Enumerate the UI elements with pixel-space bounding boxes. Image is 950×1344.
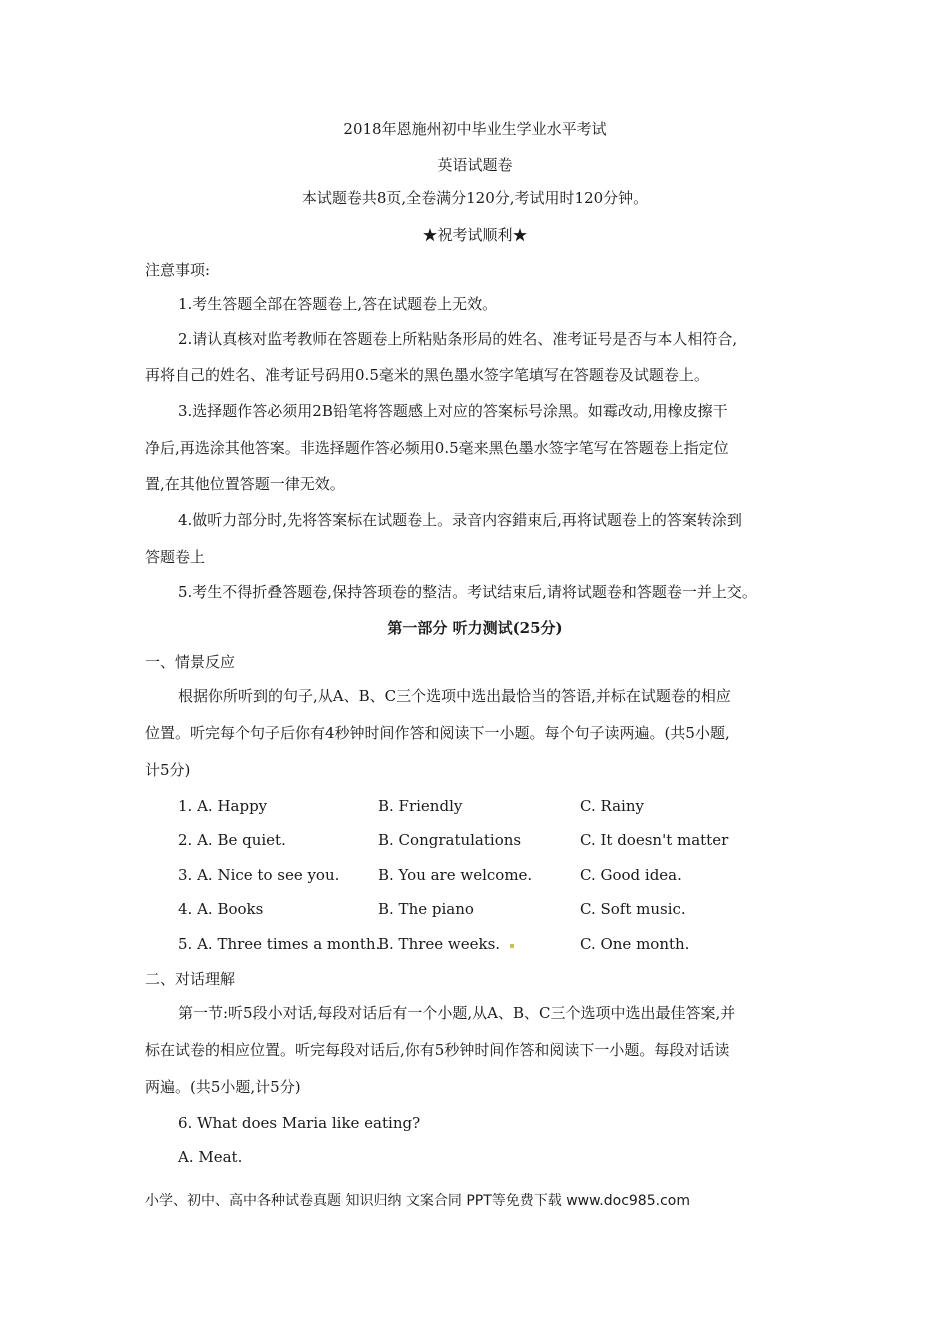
note-line: 2.请认真核对监考教师在答题卷上所粘贴条形局的姓名、准考证号是否与本人相符合, — [178, 330, 738, 348]
section1-desc: 计5分) — [145, 761, 191, 779]
section1-desc: 根据你所听到的句子,从A、B、C三个选项中选出最恰当的答语,并标在试题卷的相应 — [178, 687, 731, 705]
option-c: C. One month. — [580, 935, 690, 953]
option-b: B. Friendly — [378, 797, 463, 815]
note-line: 答题卷上 — [145, 548, 206, 566]
option-c: C. Soft music. — [580, 900, 686, 918]
note-line: 3.选择题作答必须用2B铅笔将答题感上对应的答案标号涂黑。如霉改动,用橡皮擦干 — [178, 402, 728, 420]
note-line: 1.考生答题全部在答题卷上,答在试题卷上无效。 — [178, 295, 498, 313]
option-a: 2. A. Be quiet. — [178, 831, 286, 849]
note-line: 净后,再选涂其他答案。非选择题作答必频用0.5毫来黑色墨水签字笔写在答题卷上指定位 — [145, 439, 729, 457]
exam-wish: ★祝考试顺利★ — [422, 226, 528, 244]
option-b: B. Congratulations — [378, 831, 522, 849]
note-line: 5.考生不得折叠答题卷,保持答顼卷的整洁。考试结束后,请将试题卷和答题卷一并上交。 — [178, 583, 757, 601]
section2-desc: 标在试卷的相应位置。听完每段对话后,你有5秒钟时间作答和阅读下一小题。每段对话读 — [145, 1041, 730, 1059]
exam-subtitle: 英语试题卷 — [437, 156, 513, 174]
note-line: 再将自己的姓名、准考证号码用0.5毫米的黑色墨水签字笔填写在答题卷及试题卷上。 — [145, 366, 709, 384]
option-a: 3. A. Nice to see you. — [178, 866, 340, 884]
option-c: C. Rainy — [580, 797, 644, 815]
option-a: 4. A. Books — [178, 900, 264, 918]
option-c: C. It doesn't matter — [580, 831, 729, 849]
note-line: 置,在其他位置答题一律无效。 — [145, 475, 345, 493]
part1-heading: 第一部分 听力测试(25分) — [387, 619, 563, 637]
option-a: 5. A. Three times a month. — [178, 935, 381, 953]
exam-info: 本试题卷共8页,全卷满分120分,考试用时120分钟。 — [301, 189, 649, 207]
option-b: B. Three weeks. — [378, 935, 501, 953]
speck-mark — [510, 944, 514, 948]
section2-desc: 两遍。(共5小题,计5分) — [145, 1078, 301, 1096]
section1-desc: 位置。听完每个句子后你有4秒钟时间作答和阅读下一小题。每个句子读两遍。(共5小题, — [145, 724, 730, 742]
option-b: B. The piano — [378, 900, 474, 918]
exam-title: 2018年恩施州初中毕业生学业水平考试 — [343, 120, 607, 138]
option-b: B. You are welcome. — [378, 866, 533, 884]
question-6-option-a: A. Meat. — [178, 1148, 243, 1166]
section1-title: 一、情景反应 — [145, 653, 236, 671]
page-footer: 小学、初中、高中各种试卷真题 知识归纳 文案合同 PPT等免费下载 www.doc985.com — [145, 1193, 690, 1209]
question-6: 6. What does Maria like eating? — [178, 1114, 421, 1132]
option-c: C. Good idea. — [580, 866, 682, 884]
option-a: 1. A. Happy — [178, 797, 268, 815]
section2-desc: 第一节:听5段小对话,每段对话后有一个小题,从A、B、C三个选项中选出最佳答案,并 — [178, 1004, 736, 1022]
notes-heading: 注意事项: — [145, 261, 211, 279]
note-line: 4.做听力部分时,先将答案标在试题卷上。录音内容錯束后,再将试题卷上的答案转涂到 — [178, 511, 742, 529]
section2-title: 二、对话理解 — [145, 970, 236, 988]
